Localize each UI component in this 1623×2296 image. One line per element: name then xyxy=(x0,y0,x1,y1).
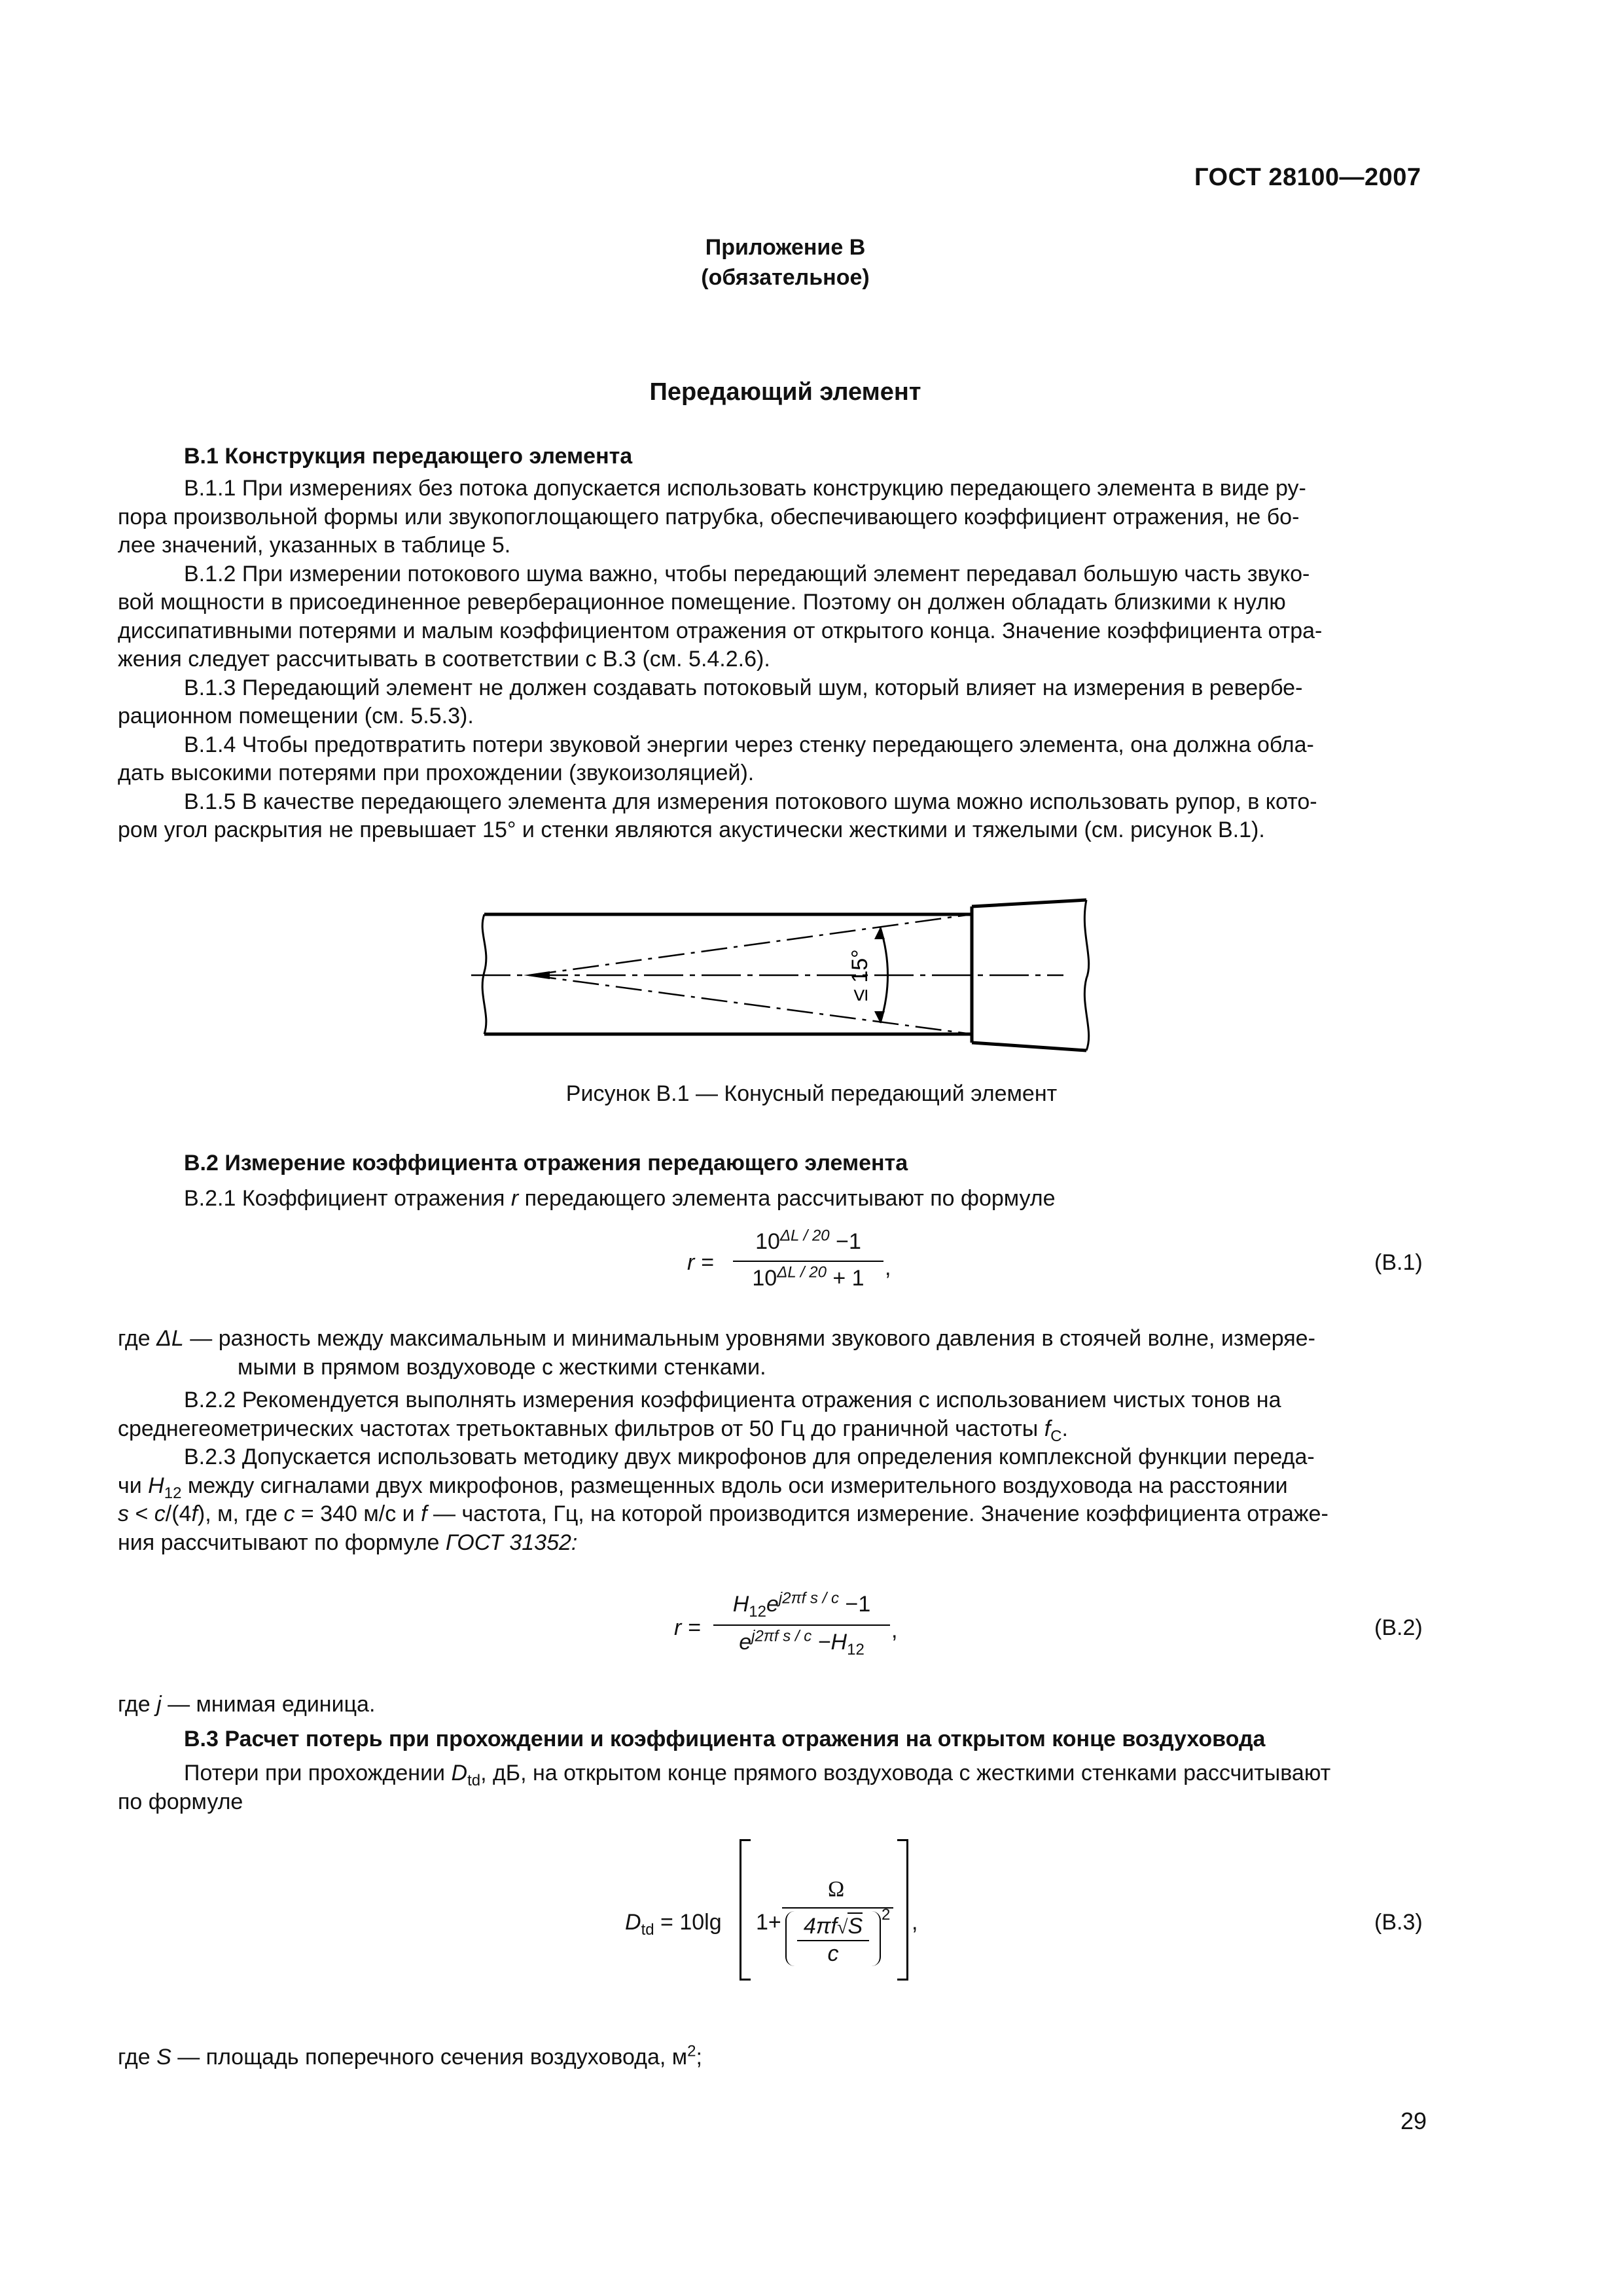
text: Потери при прохождении xyxy=(184,1761,452,1785)
text-line: В.1.1 При измерениях без потока допускается использовать конструкцию передающего элемента в виде ру- xyxy=(184,476,1306,501)
paragraph-b11 xyxy=(118,475,1432,845)
text: 10 xyxy=(755,1229,780,1254)
symbol: j xyxy=(156,1692,162,1717)
subscript: 12 xyxy=(749,1602,766,1621)
bracket-right xyxy=(897,1839,908,1981)
text: 4πf xyxy=(803,1914,837,1939)
symbol: c xyxy=(154,1501,166,1526)
text: — xyxy=(183,1326,219,1351)
exponent: ΔL / 20 xyxy=(779,1227,830,1245)
text: где xyxy=(118,1692,157,1717)
apex-arrow xyxy=(524,971,550,979)
text-line: В.1.2 При измерении потокового шума важно, чтобы передающий элемент передавал большую часть звуко- xyxy=(184,561,1310,586)
subscript: 12 xyxy=(847,1640,865,1659)
paragraph-b21 xyxy=(184,1186,1056,1211)
text: где xyxy=(118,2045,157,2070)
equation-b1 xyxy=(687,1229,923,1308)
inner-denominator: c xyxy=(827,1941,839,1966)
symbol: f xyxy=(421,1501,427,1526)
fraction-bar xyxy=(713,1624,890,1626)
text-line xyxy=(118,1529,1432,1558)
text-line xyxy=(118,1759,1432,1788)
symbol-omega: Ω xyxy=(828,1877,845,1901)
text: = 10lg xyxy=(654,1910,722,1935)
text: −H xyxy=(812,1630,847,1655)
text-line xyxy=(118,1325,1315,1354)
text: ; xyxy=(696,2045,702,2070)
text: между сигналами двух микрофонов, размещенных вдоль оси измерительного воздуховода на расстоянии xyxy=(181,1473,1288,1498)
annex-label: Приложение В xyxy=(705,235,866,260)
equation-b2 xyxy=(674,1589,923,1670)
eq-denominator xyxy=(733,1263,883,1291)
symbol: S xyxy=(847,1914,863,1939)
var-r: r xyxy=(510,1186,519,1211)
symbol: S xyxy=(156,2045,171,2070)
symbol: D xyxy=(625,1910,641,1935)
text: ), м, где xyxy=(197,1501,284,1526)
eq-lhs: r = xyxy=(687,1250,714,1275)
text: ния рассчитывают по формуле xyxy=(118,1530,446,1555)
exponent: j2πf s / c xyxy=(751,1627,812,1645)
where-delta-l xyxy=(118,1325,1315,1382)
text-line xyxy=(118,1500,1432,1529)
figure-cone-element xyxy=(458,887,1099,1057)
symbol: e xyxy=(739,1630,752,1655)
text: −1 xyxy=(839,1592,871,1617)
text: /(4 xyxy=(165,1501,192,1526)
text-line: рационном помещении (см. 5.5.3). xyxy=(118,704,474,728)
page-number: 29 xyxy=(1400,2108,1427,2134)
symbol: H xyxy=(148,1473,164,1498)
eq-numerator xyxy=(733,1229,883,1255)
equation-number-b1: (В.1) xyxy=(1374,1250,1423,1275)
annex-title xyxy=(589,232,982,293)
paren-right xyxy=(870,1911,881,1966)
text-line xyxy=(118,1472,1432,1501)
text: + 1 xyxy=(826,1266,865,1291)
where-s xyxy=(118,2042,702,2070)
paragraph-b3 xyxy=(118,1759,1432,1816)
exponent: ΔL / 20 xyxy=(777,1263,827,1282)
text-line: лее значений, указанных в таблице 5. xyxy=(118,533,511,558)
symbol: H xyxy=(732,1592,749,1617)
text: передающего элемента рассчитывают по формуле xyxy=(518,1186,1056,1211)
arc-arrow-top xyxy=(874,927,885,939)
symbol: f xyxy=(1044,1416,1051,1441)
angle-label: ≤ 15° xyxy=(847,949,872,1001)
eq-lhs xyxy=(625,1910,722,1939)
text: где xyxy=(118,1326,157,1351)
paren-left xyxy=(785,1911,796,1966)
cone-line-top xyxy=(530,914,972,975)
text: . xyxy=(1061,1416,1068,1441)
eq-numerator xyxy=(713,1589,890,1621)
horn-top-wall xyxy=(972,900,1086,906)
text-line: мыми в прямом воздуховоде с жесткими стенками. xyxy=(238,1354,766,1380)
equation-number-b2: (В.2) xyxy=(1374,1615,1423,1640)
eq-lhs: r = xyxy=(674,1615,701,1640)
heading-b1: В.1 Конструкция передающего элемента xyxy=(184,444,633,469)
figure-caption: Рисунок В.1 — Конусный передающий элемент xyxy=(565,1081,1058,1106)
break-line-right xyxy=(1084,900,1088,1050)
text-line: жения следует рассчитывать в соответствии с В.3 (см. 5.4.2.6). xyxy=(118,647,770,672)
text: = 340 м/с и xyxy=(294,1501,421,1526)
text: 1+ xyxy=(756,1910,781,1935)
text-line: диссипативными потерями и малым коэффициентом отражения от открытого конца. Значение коэффициента отра- xyxy=(118,618,1323,643)
text: среднегеометрических частотах третьоктавных фильтров от 50 Гц до граничной частоты xyxy=(118,1416,1044,1441)
text: разность между максимальным и минимальным уровнями звукового давления в стоячей волне, измеряе- xyxy=(218,1326,1315,1351)
symbol: ΔL xyxy=(156,1326,184,1351)
text-line: В.2.2 Рекомендуется выполнять измерения коэффициента отражения с использованием чистых тонов на xyxy=(184,1388,1281,1412)
text-line: В.1.5 В качестве передающего элемента для измерения потокового шума можно использовать рупор, в кото- xyxy=(184,789,1317,814)
text-line: В.1.4 Чтобы предотвратить потери звуковой энергии через стенку передающего элемента, она должна обла- xyxy=(184,732,1314,757)
text: , xyxy=(891,1618,898,1643)
text-line: по формуле xyxy=(118,1789,243,1814)
reference: ГОСТ 31352: xyxy=(445,1530,578,1555)
horn-bottom-wall xyxy=(972,1043,1086,1050)
text: < xyxy=(129,1501,154,1526)
document-code: ГОСТ 28100—2007 xyxy=(1194,164,1421,191)
text-line xyxy=(118,1415,1432,1444)
exponent: 2 xyxy=(882,1906,891,1924)
text: , дБ, на открытом конце прямого воздуховода с жесткими стенками рассчитывают xyxy=(480,1761,1331,1785)
text: чи xyxy=(118,1473,149,1498)
subscript: C xyxy=(1050,1427,1062,1445)
text-line: ром угол раскрытия не превышает 15° и стенки являются акустически жесткими и тяжелыми (см. рисунок В.1). xyxy=(118,817,1265,842)
subscript: td xyxy=(467,1771,481,1789)
text: −1 xyxy=(829,1229,861,1254)
text-line: дать высокими потерями при прохождении (звукоизоляцией). xyxy=(118,761,755,785)
text-line: В.2.3 Допускается использовать методику двух микрофонов для определения комплексной функции переда- xyxy=(184,1444,1315,1469)
symbol: D xyxy=(451,1761,468,1785)
text: — площадь поперечного сечения воздуховода, м xyxy=(171,2045,688,2070)
text: В.2.1 Коэффициент отражения xyxy=(184,1186,511,1211)
symbol: f xyxy=(191,1501,198,1526)
text: , xyxy=(912,1910,918,1935)
where-j xyxy=(118,1692,375,1717)
annex-status: (обязательное) xyxy=(701,265,870,290)
heading-b3: В.3 Расчет потерь при прохождении и коэффициента отражения на открытом конце воздуховода xyxy=(184,1727,1266,1751)
text-line: вой мощности в присоединенное реверберационное помещение. Поэтому он должен обладать близкими к нулю xyxy=(118,590,1286,615)
heading-b2: В.2 Измерение коэффициента отражения передающего элемента xyxy=(184,1151,908,1175)
subscript: 12 xyxy=(164,1484,182,1502)
equation-b3 xyxy=(625,1833,952,1990)
section-title: Передающий элемент xyxy=(649,378,921,406)
fraction-bar xyxy=(782,1907,893,1909)
text: — частота, Гц, на которой производится измерение. Значение коэффициента отраже- xyxy=(427,1501,1329,1526)
text: 10 xyxy=(752,1266,777,1291)
text: — мнимая единица. xyxy=(161,1692,376,1717)
paragraph-b22 xyxy=(118,1386,1432,1557)
symbol: s xyxy=(118,1501,129,1526)
text-line: пора произвольной формы или звукопоглощающего патрубка, обеспечивающего коэффициент отражения, не бо- xyxy=(118,504,1300,529)
inner-numerator: 4πf√S xyxy=(803,1914,863,1939)
text-line: В.1.3 Передающий элемент не должен создавать потоковый шум, который влияет на измерения в ревербе- xyxy=(184,675,1303,700)
eq-denominator xyxy=(713,1627,890,1659)
cone-line-bottom xyxy=(530,975,972,1034)
superscript: 2 xyxy=(687,2042,696,2060)
exponent: j2πf s / c xyxy=(778,1589,840,1607)
subscript: td xyxy=(641,1920,654,1939)
symbol: e xyxy=(766,1592,779,1617)
equation-number-b3: (В.3) xyxy=(1374,1910,1423,1935)
break-line-left xyxy=(482,914,486,1034)
bracket-left xyxy=(740,1839,751,1981)
symbol: c xyxy=(283,1501,295,1526)
text: , xyxy=(885,1255,891,1280)
fraction-bar xyxy=(733,1261,883,1262)
